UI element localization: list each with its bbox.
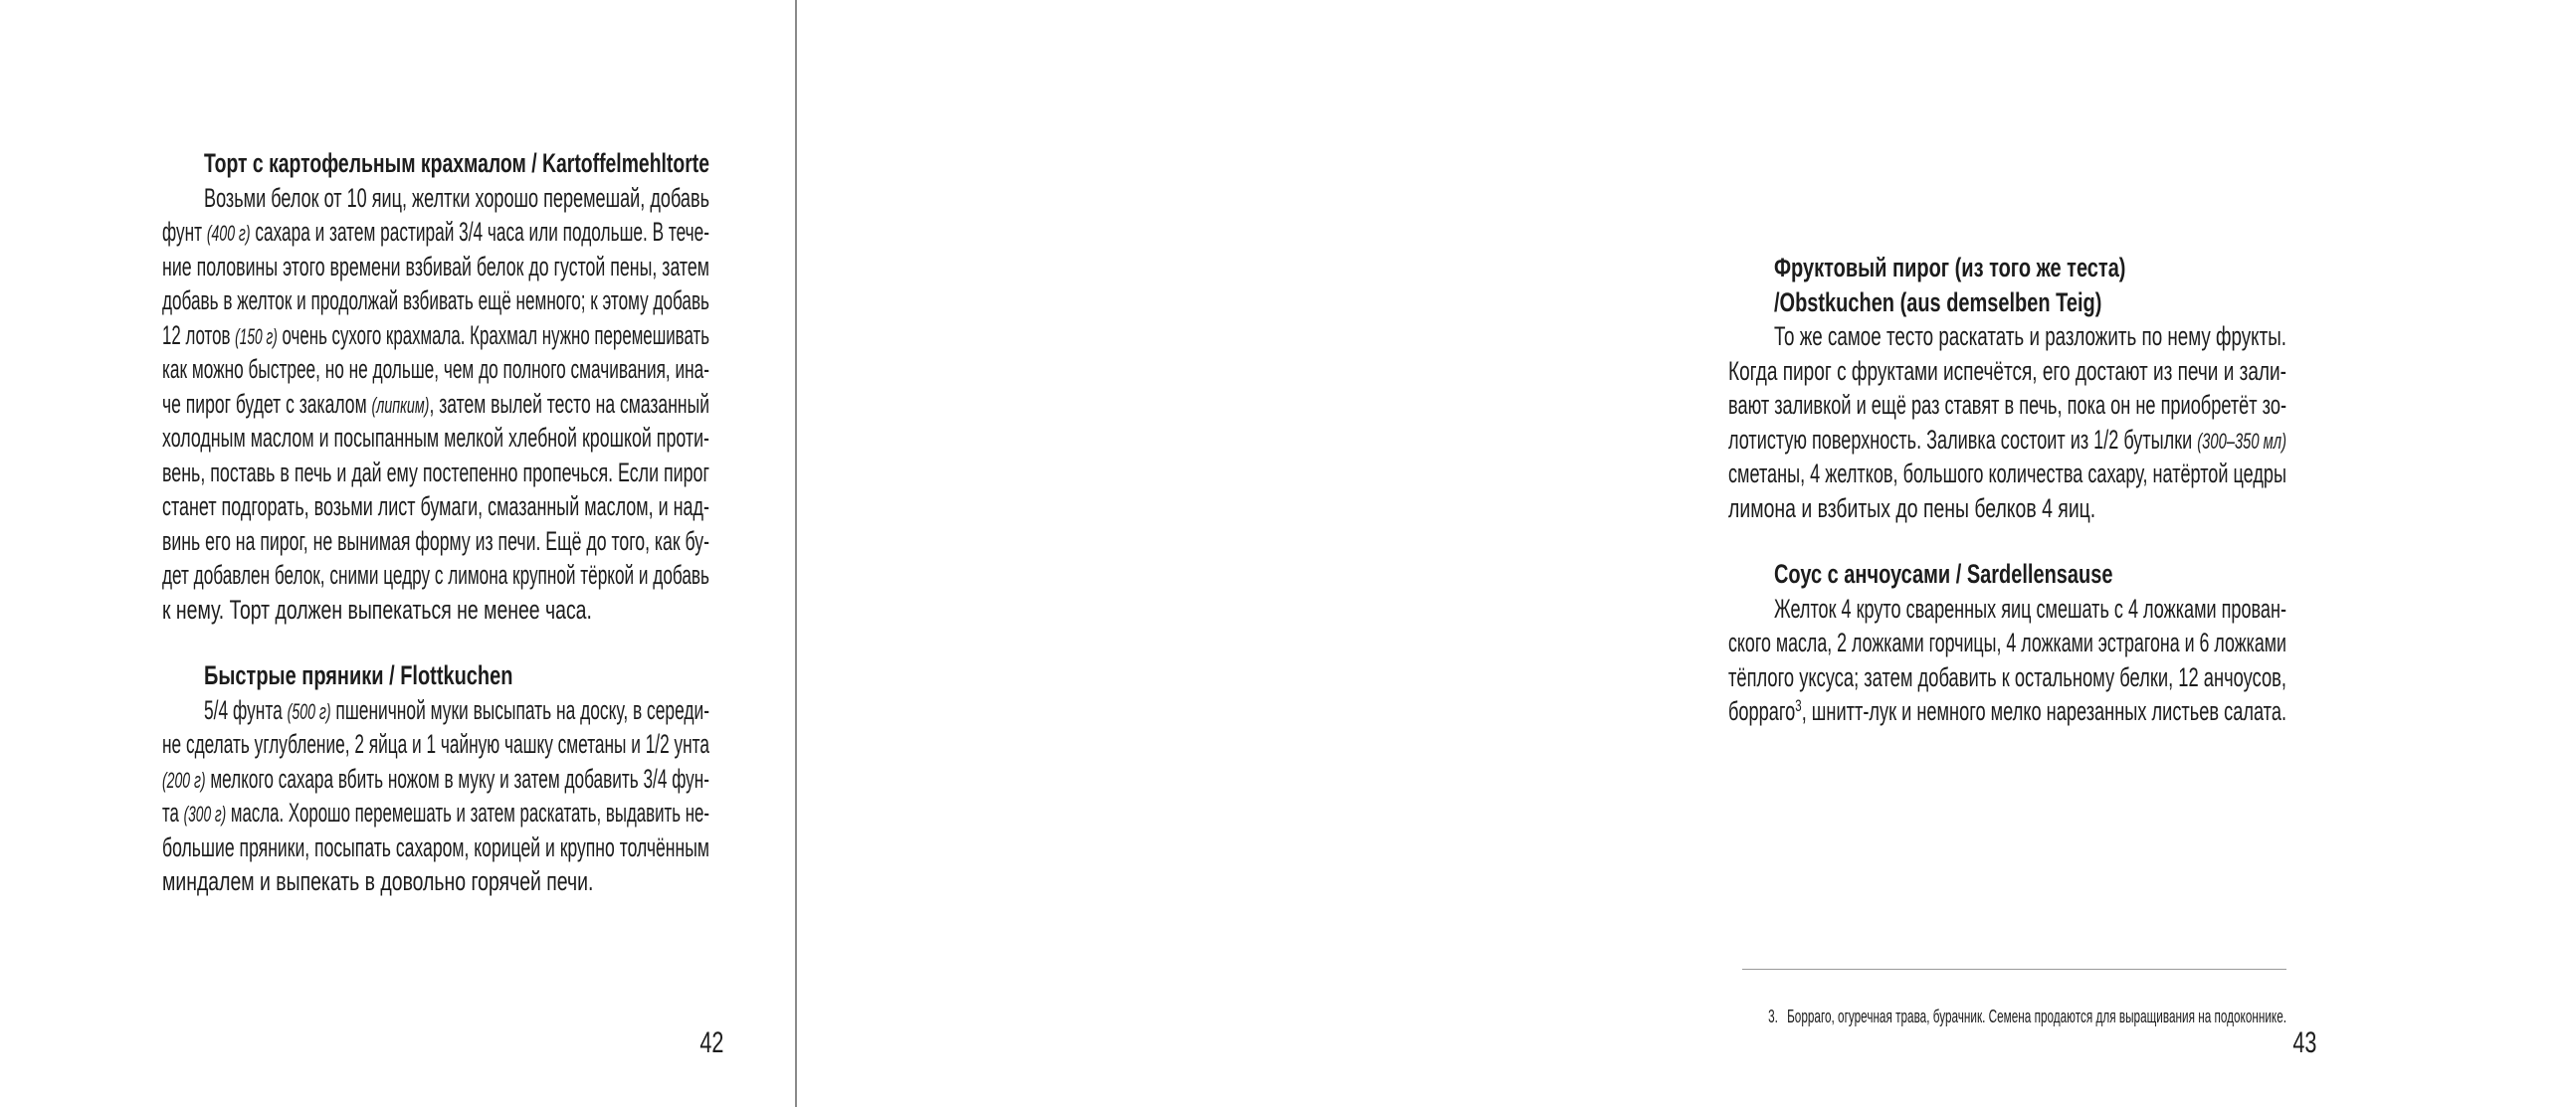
text-run: вень, поставь в печь и дай ему постепенно пропечься. Если пирог — [162, 457, 709, 487]
text-run: Фруктовый пирог (из того же теста) — [1774, 253, 2126, 282]
text-run: , шнитт-лук и немного мелко нарезанных листьев салата. — [1801, 696, 2286, 726]
text-run: /Obstkuchen (aus demselben Teig) — [1774, 286, 2102, 317]
text-run: сметаны, 4 желтков, большого количества сахару, натёртой цедры — [1728, 459, 2286, 488]
recipe-section — [162, 658, 709, 899]
page-number-left — [604, 1026, 723, 1060]
body-line — [162, 352, 709, 387]
metric-equivalent: (200 г) — [162, 767, 206, 793]
body-line — [162, 762, 709, 797]
footnote-text: Борраго, огуречная трава, бурачник. Семена продаются для выращивания на подоконнике. — [1787, 1007, 2286, 1026]
text-run: как можно быстрее, но не дольше, чем до полного смачивания, ина- — [162, 354, 709, 384]
text-run: не сделать углубление, 2 яйца и 1 чайную чашку сметаны и 1/2 унта — [162, 729, 709, 759]
body-line — [162, 864, 709, 899]
text-run: к нему. Торт должен выпекаться не менее часа. — [162, 594, 592, 625]
body-line — [1728, 388, 2286, 423]
body-line — [162, 387, 709, 422]
body-line — [1728, 457, 2286, 491]
body-line — [162, 593, 709, 628]
text-run: дет добавлен белок, сними цедру с лимона крупной тёркой и добавь — [162, 560, 709, 590]
body-line — [162, 283, 709, 318]
text-run: , затем вылей тесто на смазанный — [429, 388, 709, 419]
recipe-heading — [1728, 285, 2286, 320]
text-run: ние половины этого времени взбивай белок до густой пены, затем — [162, 251, 709, 281]
text-run: большие пряники, посыпать сахаром, корицей и крупно толчённым — [162, 831, 709, 862]
text-run: тёплого уксуса; затем добавить к остальному белки, 12 анчоусов, — [1728, 661, 2286, 692]
recipe-section — [1728, 557, 2286, 729]
body-line — [162, 250, 709, 284]
metric-equivalent: (300 г) — [183, 802, 227, 827]
text-run: ского масла, 2 ложками горчицы, 4 ложками эстрагона и 6 ложками — [1728, 628, 2286, 657]
metric-equivalent: (400 г) — [206, 221, 251, 246]
text-run: То же самое тесто раскатать и разложить по нему фрукты. — [1774, 321, 2286, 351]
body-line — [162, 727, 709, 762]
text-run: борраго — [1728, 696, 1796, 726]
footnote-rule — [1742, 969, 2286, 970]
text-run: 12 лотов — [162, 319, 236, 350]
body-line — [162, 796, 709, 830]
text-run: масла. Хорошо перемешать и затем раскатать, выдавить не- — [226, 798, 709, 828]
text-run: Торт с картофельным крахмалом / Kartoffelmehltorte — [204, 148, 709, 178]
text-run: Соус с анчоусами / Sardellensause — [1774, 559, 2113, 589]
recipe-heading — [1728, 251, 2286, 285]
body-line — [162, 830, 709, 865]
text-run: пшеничной муки высыпать на доску, в середи- — [330, 694, 709, 725]
body-line — [1728, 354, 2286, 389]
text-run: та — [162, 798, 184, 828]
page-number-value: 43 — [2291, 1026, 2316, 1059]
recipe-heading — [162, 146, 709, 181]
body-line — [162, 421, 709, 456]
body-line — [1728, 694, 2286, 729]
footnote-reference: 3 — [1795, 696, 1802, 715]
body-line — [1728, 423, 2286, 458]
text-run: Желток 4 круто сваренных яиц смешать с 4 ложками прован- — [1774, 593, 2286, 624]
text-run: лимона и взбитых до пены белков 4 яиц. — [1728, 492, 2096, 523]
body-line — [162, 318, 709, 353]
recipe-section — [1728, 251, 2286, 525]
text-run: миндалем и выпекать в довольно горячей печи. — [162, 866, 594, 896]
footnote-marker: 3. — [1768, 1007, 1778, 1026]
text-run: лотистую поверхность. Заливка состоит из 1/2 бутылки — [1728, 424, 2198, 455]
body-line — [1728, 491, 2286, 526]
body-line — [162, 524, 709, 559]
body-line — [162, 456, 709, 490]
text-run: добавь в желток и продолжай взбивать ещё немного; к этому добавь — [162, 285, 709, 315]
body-line — [162, 215, 709, 250]
text-run: винь его на пирог, не вынимая форму из печи. Ещё до того, как бу- — [162, 525, 709, 556]
text-run: Быстрые пряники / Flottkuchen — [204, 660, 513, 690]
page-number-value: 42 — [698, 1026, 723, 1059]
text-run: вают заливкой и ещё раз ставят в печь, пока он не приобретёт зо- — [1728, 390, 2286, 420]
metric-equivalent: (150 г) — [235, 323, 278, 349]
page-right — [797, 0, 2316, 1107]
recipe-section — [162, 146, 709, 627]
recipe-heading — [1728, 557, 2286, 592]
body-line — [162, 181, 709, 216]
text-run: фунт — [162, 217, 207, 247]
right-page-text — [1728, 251, 2286, 729]
text-run: сахара и затем растирай 3/4 часа или подольше. В тече- — [250, 217, 709, 247]
body-line — [1728, 319, 2286, 354]
body-line — [162, 489, 709, 524]
body-line — [162, 693, 709, 728]
metric-equivalent: (300–350 мл) — [2197, 428, 2286, 454]
recipe-heading — [162, 658, 709, 693]
metric-equivalent: (500 г) — [287, 698, 331, 724]
left-page-text — [162, 146, 709, 899]
page-number-right — [2197, 1026, 2316, 1060]
body-line — [1728, 592, 2286, 627]
text-run: холодным маслом и посыпанным мелкой хлебной крошкой проти- — [162, 423, 709, 453]
text-run: Когда пирог с фруктами испечётся, его достают из печи и зали- — [1728, 355, 2286, 386]
text-run: станет подгорать, возьми лист бумаги, смазанный маслом, и над- — [162, 491, 709, 521]
body-line — [1728, 626, 2286, 660]
text-run: Возьми белок от 10 яиц, желтки хорошо перемешай, добавь — [204, 182, 709, 213]
text-run: мелкого сахара вбить ножом в муку и затем добавить 3/4 фун- — [205, 763, 709, 794]
text-run: 5/4 фунта — [204, 694, 288, 725]
body-line — [1728, 660, 2286, 695]
metric-equivalent: (липким) — [371, 392, 430, 418]
text-run: че пирог будет с закалом — [162, 388, 372, 419]
body-line — [162, 558, 709, 593]
page-left — [0, 0, 794, 1107]
text-run: очень сухого крахмала. Крахмал нужно перемешивать — [277, 319, 709, 350]
